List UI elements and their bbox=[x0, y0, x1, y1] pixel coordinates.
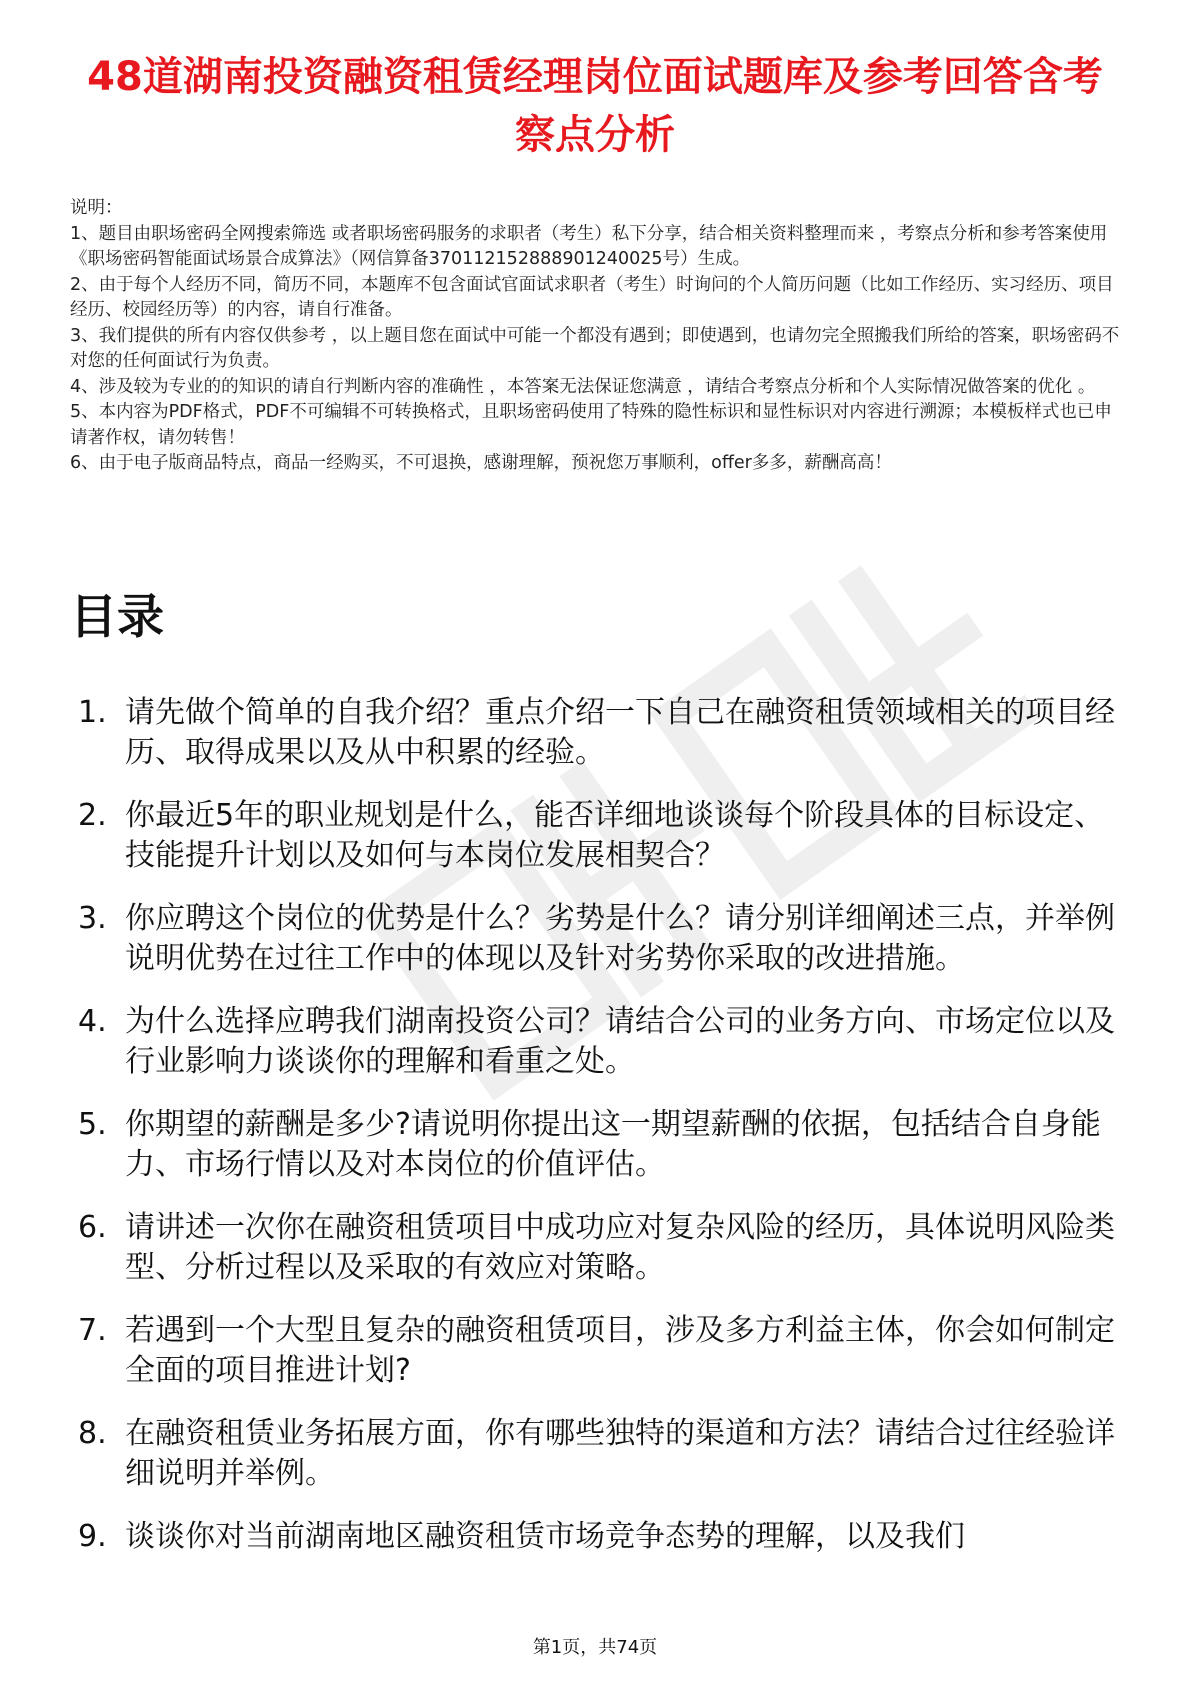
toc-heading: 目录 bbox=[70, 590, 164, 645]
note-item: 3、我们提供的所有内容仅供参考 ，以上题目您在面试中可能一个都没有遇到；即使遇到，也请勿完全照搬我们所给的答案，职场密码不对您的任何面试行为负责。 bbox=[70, 325, 1120, 371]
toc-item[interactable] bbox=[70, 1002, 1120, 1082]
toc-item-number: 6. bbox=[78, 1210, 107, 1245]
toc-item-text: 你最近5年的职业规划是什么，能否详细地谈谈每个阶段具体的目标设定、技能提升计划以及如何与本岗位发展相契合？ bbox=[125, 798, 1105, 873]
toc-item-number: 8. bbox=[78, 1416, 107, 1451]
toc-item[interactable] bbox=[70, 899, 1120, 979]
toc-item-text: 谈谈你对当前湖南地区融资租赁市场竞争态势的理解，以及我们 bbox=[125, 1519, 965, 1554]
document-title: 48道湖南投资融资租赁经理岗位面试题库及参考回答含考察点分析 bbox=[87, 54, 1103, 158]
toc-item[interactable] bbox=[70, 1517, 1120, 1557]
note-item: 6、由于电子版商品特点，商品一经购买，不可退换，感谢理解，预祝您万事顺利，offer多多，薪酬高高！ bbox=[70, 453, 892, 473]
toc-item-number: 7. bbox=[78, 1313, 107, 1348]
notes-heading: 说明： bbox=[70, 198, 123, 218]
toc-item-number: 9. bbox=[78, 1519, 107, 1554]
note-item: 5、本内容为PDF格式，PDF不可编辑不可转换格式，且职场密码使用了特殊的隐性标识和显性标识对内容进行溯源；本模板样式也已申请著作权，请勿转售！ bbox=[70, 402, 1112, 448]
note-item: 2、由于每个人经历不同，简历不同，本题库不包含面试官面试求职者（考生）时询问的个人简历问题（比如工作经历、实习经历、项目经历、校园经历等）的内容，请自行准备。 bbox=[70, 274, 1114, 320]
toc-item[interactable] bbox=[70, 796, 1120, 876]
toc-list bbox=[70, 693, 1120, 1580]
toc-item-text: 为什么选择应聘我们湖南投资公司？请结合公司的业务方向、市场定位以及行业影响力谈谈你的理解和看重之处。 bbox=[125, 1004, 1115, 1079]
toc-item-text: 请讲述一次你在融资租赁项目中成功应对复杂风险的经历，具体说明风险类型、分析过程以及采取的有效应对策略。 bbox=[125, 1210, 1115, 1285]
disclaimer-notes bbox=[70, 196, 1120, 477]
toc-item[interactable] bbox=[70, 1414, 1120, 1494]
toc-item-text: 若遇到一个大型且复杂的融资租赁项目，涉及多方利益主体，你会如何制定全面的项目推进计划? bbox=[125, 1313, 1115, 1388]
toc-item-text: 你应聘这个岗位的优势是什么？劣势是什么？请分别详细阐述三点，并举例说明优势在过往工作中的体现以及针对劣势你采取的改进措施。 bbox=[125, 901, 1115, 976]
toc-item-number: 2. bbox=[78, 798, 107, 833]
note-item: 4、涉及较为专业的的知识的请自行判断内容的准确性 ，本答案无法保证您满意 ，请结合考察点分析和个人实际情况做答案的优化 。 bbox=[70, 376, 1096, 397]
toc-item[interactable] bbox=[70, 1311, 1120, 1391]
toc-item-number: 1. bbox=[78, 695, 107, 730]
toc-item[interactable] bbox=[70, 1208, 1120, 1288]
page-footer: 第1页，共74页 bbox=[532, 1637, 658, 1658]
toc-item-number: 5. bbox=[78, 1107, 107, 1142]
toc-item-text: 在融资租赁业务拓展方面，你有哪些独特的渠道和方法？请结合过往经验详细说明并举例。 bbox=[125, 1416, 1115, 1491]
toc-item-text: 请先做个简单的自我介绍？重点介绍一下自己在融资租赁领域相关的项目经历、取得成果以及从中积累的经验。 bbox=[125, 695, 1115, 770]
note-item: 1、题目由职场密码全网搜索筛选 或者职场密码服务的求职者（考生）私下分享，结合相关资料整理而来 ，考察点分析和参考答案使用《职场密码智能面试场景合成算法》（网信算备370112152888901240025号）生成。 bbox=[70, 223, 1108, 269]
toc-item[interactable] bbox=[70, 693, 1120, 773]
toc-item[interactable] bbox=[70, 1105, 1120, 1185]
toc-item-number: 4. bbox=[78, 1004, 107, 1039]
toc-item-number: 3. bbox=[78, 901, 107, 936]
toc-item-text: 你期望的薪酬是多少?请说明你提出这一期望薪酬的依据，包括结合自身能力、市场行情以及对本岗位的价值评估。 bbox=[125, 1107, 1101, 1182]
